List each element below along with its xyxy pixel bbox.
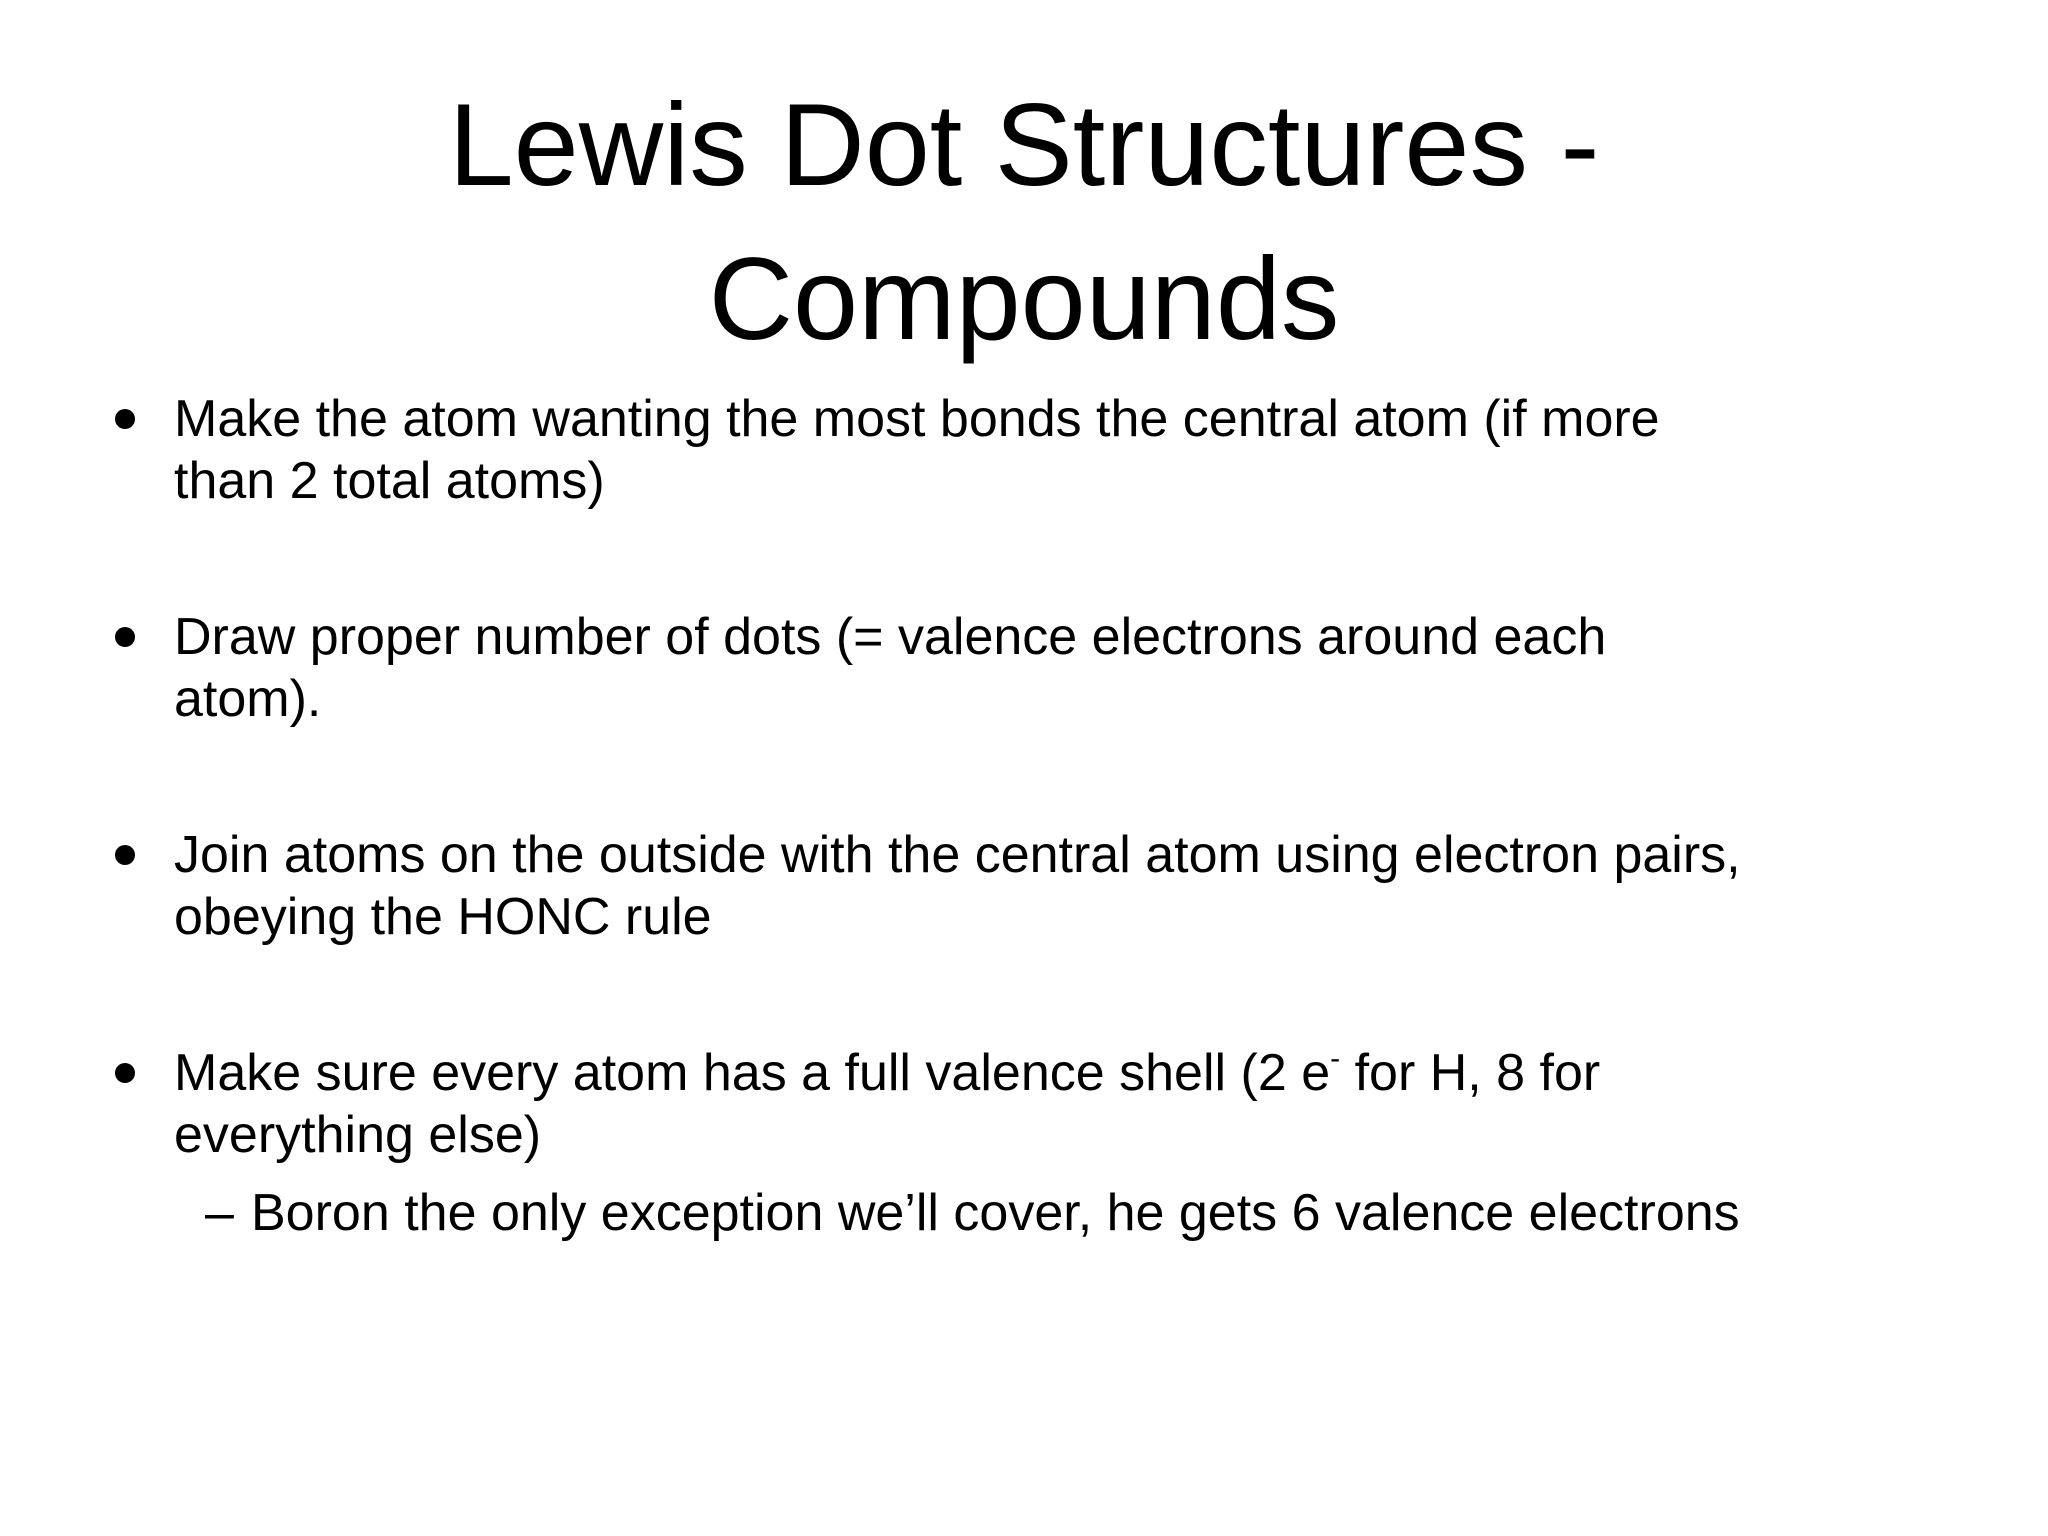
bullet-item-2: [108, 606, 1888, 730]
sub-bullet-item: [174, 1182, 1888, 1244]
bullet-text: [174, 824, 1888, 948]
bullet-text: [174, 606, 1888, 730]
bullet-list: [108, 388, 1888, 1244]
bullet-line: Join atoms on the outside with the central atom using electron pairs,: [174, 826, 1741, 884]
electron-charge-superscript: -: [1330, 1041, 1341, 1075]
bullet-text: [174, 1042, 1888, 1166]
slide-title: [0, 68, 2048, 376]
bullet-dot-icon: [115, 409, 135, 429]
bullet-line: Make the atom wanting the most bonds the central atom (if more: [174, 390, 1660, 448]
bullet-dot-icon: [115, 845, 135, 865]
bullet-line: than 2 total atoms): [174, 452, 605, 510]
sub-bullet-dash-icon: –: [205, 1184, 234, 1242]
slide-title-line-2: Compounds: [708, 233, 1340, 364]
bullet-line: everything else): [174, 1106, 542, 1164]
bullet-dot-icon: [115, 1063, 135, 1083]
bullet-line: obeying the HONC rule: [174, 888, 712, 946]
bullet-line: Draw proper number of dots (= valence electrons around each: [174, 608, 1607, 666]
bullet-line: [174, 1042, 1888, 1104]
bullet-text-segment: Make sure every atom has a full valence shell (2 e: [174, 1044, 1331, 1102]
bullet-dot-icon: [115, 627, 135, 647]
bullet-item-3: [108, 824, 1888, 948]
slide-title-line-1: Lewis Dot Structures -: [448, 79, 1600, 210]
sub-bullet-text: Boron the only exception we’ll cover, he gets 6 valence electrons: [251, 1184, 1740, 1242]
bullet-line: atom).: [174, 670, 322, 728]
bullet-item-1: [108, 388, 1888, 512]
bullet-text: [174, 388, 1888, 512]
bullet-text-segment: for H, 8 for: [1340, 1044, 1601, 1102]
bullet-item-4: [108, 1042, 1888, 1166]
